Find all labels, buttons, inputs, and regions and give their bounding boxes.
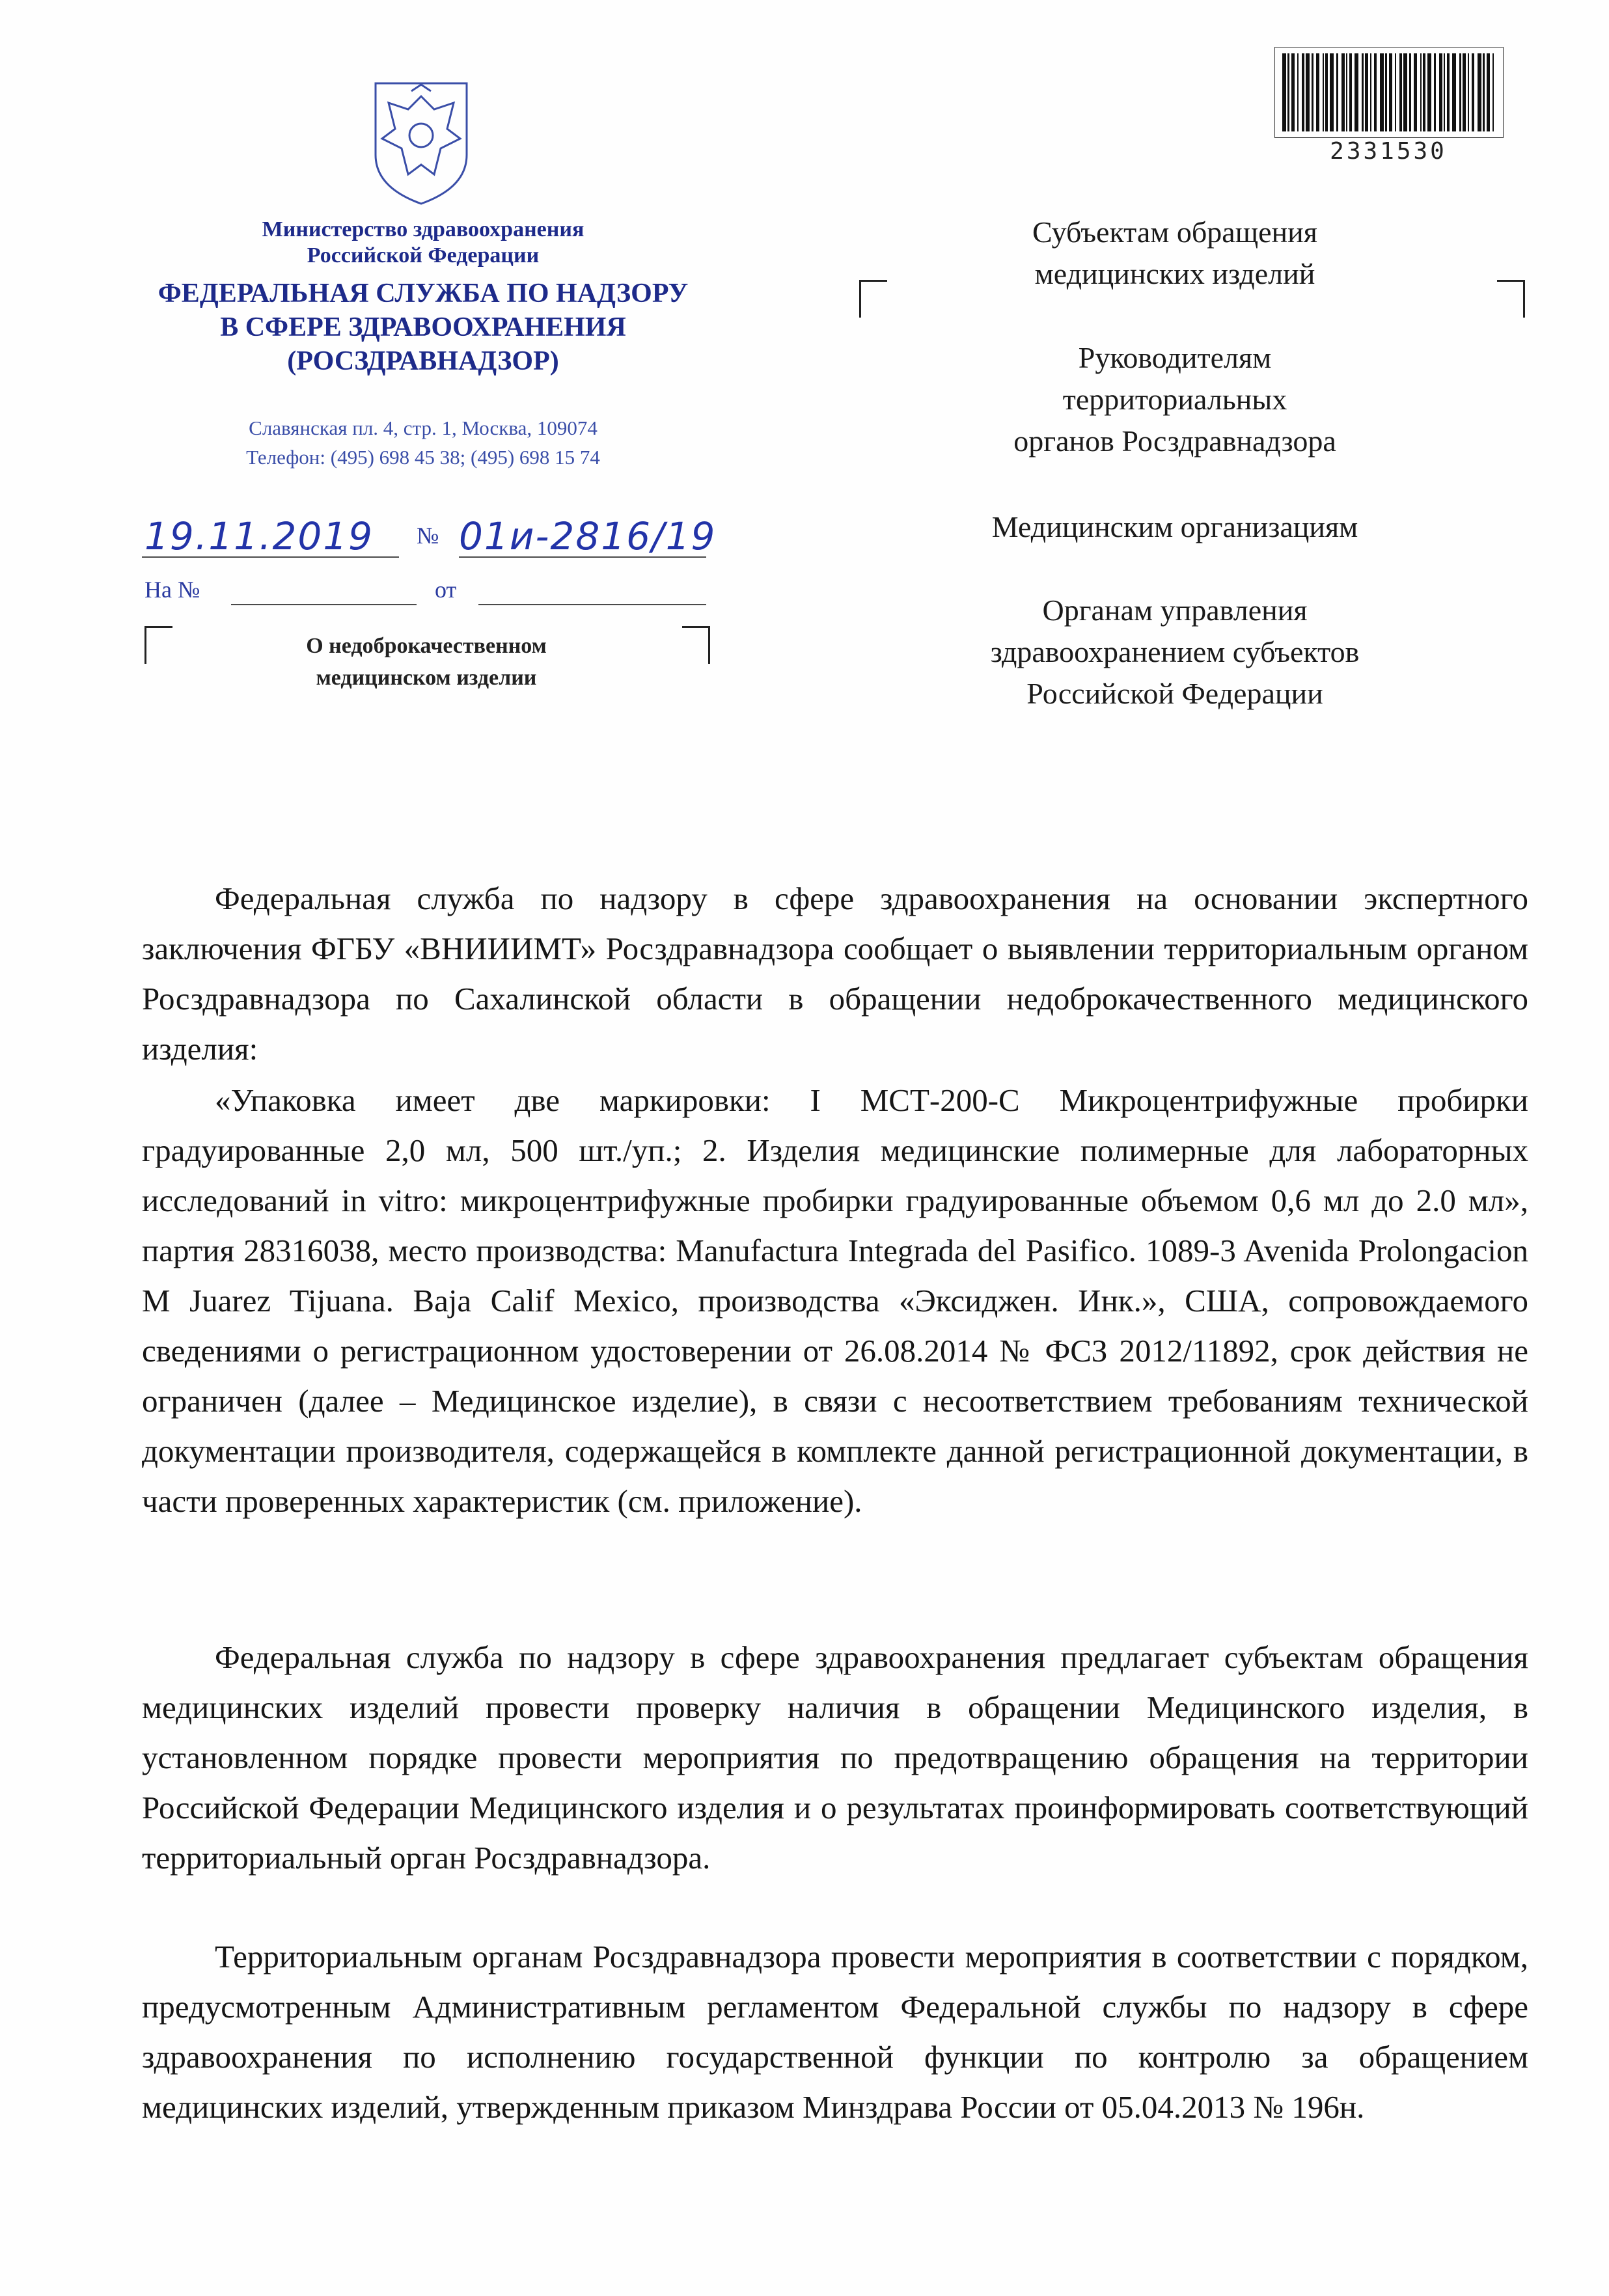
barcode-bar [1420, 53, 1422, 131]
subject-line: О недоброкачественном [306, 634, 547, 658]
barcode-bar [1282, 53, 1286, 131]
document-date: 19.11.2019 [144, 514, 374, 558]
barcode-bar [1291, 53, 1295, 131]
barcode-bar [1362, 53, 1364, 131]
barcode-bar [1297, 53, 1299, 131]
barcode-bar [1355, 53, 1358, 131]
barcode-bar [1341, 53, 1345, 131]
barcode-bar [1423, 53, 1425, 131]
barcode-bar [1478, 53, 1481, 131]
number-sign: № [417, 523, 439, 549]
addressee-line: Руководителям [1078, 341, 1272, 374]
barcode-bar [1316, 53, 1319, 131]
barcode-bar [1468, 53, 1469, 131]
barcode-bar [1483, 53, 1485, 131]
addressee-line: Субъектам обращения [1032, 215, 1317, 249]
barcode-bar [1302, 53, 1304, 131]
barcode-bar [1492, 53, 1494, 131]
office-phone: Телефон: (495) 698 45 38; (495) 698 15 74 [246, 446, 600, 469]
subject-line: медицинском изделии [316, 666, 537, 690]
addressee-line: здравоохранением субъектов [990, 635, 1360, 668]
subject-corner-left [144, 626, 172, 664]
barcode-bar [1399, 53, 1402, 131]
addressee-line: медицинских изделий [1034, 257, 1315, 290]
body-paragraph-3: Федеральная служба по надзору в сфере здравоохранения предлагает субъектам обращения медицинских изделий провести проверку наличия в обращении Медицинского изделия, в установленном порядке провести мероприятия по предотвращению обращения на территории Российской Федерации Медицинского изделия и о результатах проинформировать соответствующий территориальный орган Росздравнадзора. [142, 1639, 1528, 1876]
from-underline [478, 604, 706, 605]
barcode-bar [1403, 53, 1407, 131]
barcode-bar [1374, 53, 1377, 131]
address-corner-left [859, 280, 887, 318]
barcode-bar [1439, 53, 1442, 131]
number-underline [459, 556, 706, 558]
date-underline [142, 556, 399, 558]
office-address: Славянская пл. 4, стр. 1, Москва, 109074 [249, 417, 598, 439]
barcode-bar [1434, 53, 1436, 131]
subject-corner-right [682, 626, 710, 664]
barcode-bar [1287, 53, 1289, 131]
barcode-bar [1459, 53, 1461, 131]
barcode-bar [1330, 53, 1334, 131]
barcode-number: 2331530 [1330, 138, 1447, 165]
barcode-bar [1370, 53, 1371, 131]
coat-of-arms-emblem [363, 77, 480, 207]
document-subject [215, 630, 638, 694]
addressee-line: Медицинским организациям [991, 510, 1358, 543]
barcode-bar [1385, 53, 1387, 131]
body-paragraph-2: «Упаковка имеет две маркировки: I МСТ-200-С Микроцентрифужные пробирки градуированные 2,0 мл, 500 шт./уп.; 2. Изделия медицинские полимерные для лабораторных исследований in vitro: микроцентрифужные пробирки градуированные объемом 0,6 мл до 2.0 мл», партия 28316038, место производства: Manufactura Integrada del Pasifico. 1089-3 Avenida Prolongacion M Juarez Tijuana. Baja Calif Mexico, производства «Эксиджен. Инк.», США, сопровождаемого сведениями о регистрационном удостоверении от 26.08.2014 № ФСЗ 2012/11892, срок действия не ограничен (далее – Медицинское изделие), в связи с несоответствием требованиям технической документации производителя, содержащейся в комплекте данной регистрационной документации, в части проверенных характеристик (см. приложение). [142, 1082, 1528, 1519]
addressee-line: Российской Федерации [1026, 677, 1323, 710]
barcode-image [1274, 47, 1504, 152]
barcode-bar [1389, 53, 1392, 131]
body-paragraph-4: Территориальным органам Росздравнадзора провести мероприятия в соответствии с порядком, предусмотренным Административным регламентом Федеральной службы по надзору в сфере здравоохранения по исполнению государственной функции по контролю за обращением медицинских изделий, утвержденным приказом Минздрава России от 05.04.2013 № 196н. [142, 1939, 1528, 2125]
barcode-bar [1365, 53, 1368, 131]
barcode-bar [1395, 53, 1396, 131]
barcode-bar [1346, 53, 1347, 131]
barcode-bar [1472, 53, 1474, 131]
barcode-bar [1306, 53, 1310, 131]
addressee-health-authorities [915, 590, 1435, 715]
barcode-bar [1312, 53, 1313, 131]
barcode-bar [1463, 53, 1466, 131]
from-label: от [435, 577, 457, 603]
service-name-line1: ФЕДЕРАЛЬНАЯ СЛУЖБА ПО НАДЗОРУ [158, 279, 689, 308]
ministry-name-line1: Министерство здравоохранения [262, 217, 584, 241]
addressee-line: органов Росздравнадзора [1013, 424, 1336, 458]
barcode-bar [1380, 53, 1384, 131]
barcode-bar [1409, 53, 1411, 131]
addressee-medical-organizations [915, 506, 1435, 548]
service-name-line2: В СФЕРЕ ЗДРАВООХРАНЕНИЯ [220, 312, 626, 342]
document-number: 01и-2816/19 [459, 514, 717, 558]
ministry-name-line2: Российской Федерации [307, 243, 540, 267]
barcode-bar [1325, 53, 1328, 131]
barcode-bar [1349, 53, 1352, 131]
reply-to-underline [231, 604, 417, 605]
barcode-bar [1323, 53, 1324, 131]
reply-to-label: На № [144, 577, 200, 603]
addressee-line: территориальных [1062, 383, 1287, 416]
addressee-territorial-heads [915, 337, 1435, 462]
barcode-bar [1444, 53, 1445, 131]
barcode-bar [1452, 53, 1456, 131]
barcode-bar [1487, 53, 1490, 131]
barcode-bar [1336, 53, 1338, 131]
body-paragraph-1: Федеральная служба по надзору в сфере здравоохранения на основании экспертного заключения ФГБУ «ВНИИИМТ» Росздравнадзора сообщает о выявлении территориальным органом Росздравнадзора по Сахалинской области в обращении недоброкачественного медицинского изделия: [142, 881, 1528, 1067]
service-name-line3: (РОСЗДРАВНАДЗОР) [287, 346, 559, 376]
barcode-bar [1447, 53, 1450, 131]
addressee-medical-device-subjects [915, 212, 1435, 295]
barcode-bar [1414, 53, 1417, 131]
barcode-bar [1427, 53, 1431, 131]
address-corner-right [1497, 280, 1525, 318]
addressee-line: Органам управления [1042, 594, 1308, 627]
